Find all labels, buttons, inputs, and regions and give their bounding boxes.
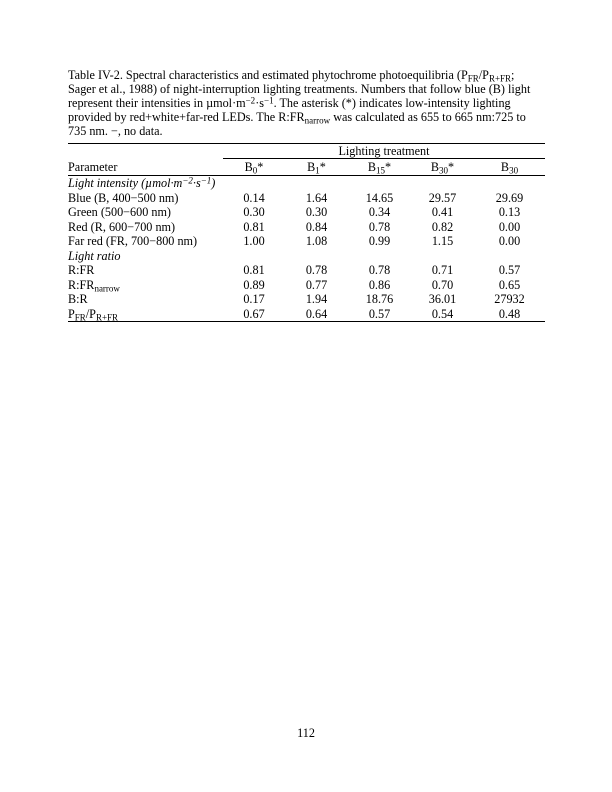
cell-value: 0.30 (305, 205, 328, 219)
cell-value: 0.78 (368, 219, 391, 234)
section-label: Light intensity $(\mu mol\cdot m^{-2}\cdot s^{-1})$ (68, 175, 216, 190)
cell-value: 0.78 (305, 263, 328, 277)
cell-value: 0.00 (498, 219, 521, 234)
cell-value: 0.41 (431, 205, 454, 219)
table-row (68, 220, 545, 235)
data-table (68, 143, 545, 322)
section-label: Light ratio (68, 248, 121, 263)
cell-value: 0.17 (243, 292, 265, 306)
page-number: 112 (297, 726, 315, 740)
cell-value: 0.71 (431, 263, 454, 277)
cell-value: 0.82 (431, 219, 454, 234)
cell-value: 0.57 (498, 263, 521, 277)
cell-value: 36.01 (428, 292, 457, 306)
cell-value: 0.84 (305, 219, 328, 234)
section-row (68, 176, 545, 191)
table-row (68, 234, 545, 249)
cell-value: 1.94 (305, 292, 328, 306)
cell-value: 1.15 (431, 234, 454, 248)
cell-value: 0.78 (368, 263, 391, 277)
cell-value: 27932 (494, 292, 525, 306)
group-header-row (68, 144, 545, 159)
cell-value: 29.57 (428, 190, 457, 205)
cell-value: 0.30 (243, 205, 265, 219)
cell-value: 0.13 (498, 205, 521, 219)
corner-cell (68, 144, 223, 159)
cell-value: 0.81 (243, 263, 265, 277)
row-label: $R:FR_{narrow}$ (68, 277, 120, 293)
cell-value: 0.81 (243, 219, 265, 234)
cell-value: 0.77 (305, 277, 328, 292)
row-label: Green (500−600 nm) (68, 205, 171, 219)
caption-line: provided by red+white+far-red LEDs. The $R:FR_{narrow}$ was calculated as 655 to 665 nm:725 to (68, 109, 526, 126)
column-header: $B_0*$ (223, 159, 285, 176)
cell-value: 14.65 (365, 190, 394, 205)
cell-value: 0.67 (243, 306, 265, 321)
cell-value: 0.00 (498, 234, 521, 248)
cell-value: 18.76 (365, 292, 394, 306)
parameter-header: Parameter (68, 159, 223, 176)
cell-value: 0.48 (498, 306, 521, 321)
cell-value: 0.99 (368, 234, 391, 248)
table-row (68, 278, 545, 293)
table-row (68, 292, 545, 307)
column-header: $B_1*$ (285, 159, 348, 176)
table-row (68, 263, 545, 278)
caption-line: 735 nm. −, no data. (68, 123, 163, 138)
row-label: Blue (B, 400−500 nm) (68, 190, 179, 205)
row-label: Far red (FR, 700−800 nm) (68, 234, 198, 248)
row-label: $P_{FR}/P_{R+FR}$ (68, 306, 119, 322)
cell-value: 1.64 (305, 190, 328, 205)
row-label: R:FR (68, 263, 95, 277)
cell-value: 1.08 (305, 234, 328, 248)
table-row (68, 191, 545, 206)
group-header: Lighting treatment (223, 144, 545, 159)
cell-value: 0.86 (368, 277, 391, 292)
cell-value: 0.54 (431, 306, 454, 321)
caption-line: Sager et al., 1988) of night-interruption lighting treatments. Numbers that follow blue (B) light (68, 81, 531, 96)
table-row (68, 205, 545, 220)
column-header: $B_{30}*$ (411, 159, 474, 176)
cell-value: 0.89 (243, 277, 265, 292)
cell-value: 0.57 (368, 306, 391, 321)
column-header: $B_{30}$ (474, 159, 545, 176)
column-header-row (68, 159, 545, 176)
row-label: Red (R, 600−700 nm) (68, 219, 176, 234)
section-row (68, 249, 545, 264)
caption-line: represent their intensities in $\mu mol\cdot m^{-2}\cdot s^{-1}$. The asterisk (*) indicates low-intensity lighting (68, 95, 511, 110)
table-caption (68, 69, 550, 139)
cell-value: 0.34 (368, 205, 391, 219)
table-row (68, 307, 545, 322)
cell-value: 0.70 (431, 277, 454, 292)
cell-value: 0.14 (243, 190, 265, 205)
cell-value: 29.69 (495, 190, 524, 205)
cell-value: 0.65 (498, 277, 521, 292)
row-label: B:R (68, 292, 88, 306)
column-header: $B_{15}*$ (348, 159, 411, 176)
caption-line: Table IV-2. Spectral characteristics and estimated phytochrome photoequilibria ($P_{FR}/P_{R+FR}$; (68, 68, 515, 84)
cell-value: 1.00 (243, 234, 265, 248)
cell-value: 0.64 (305, 306, 328, 321)
